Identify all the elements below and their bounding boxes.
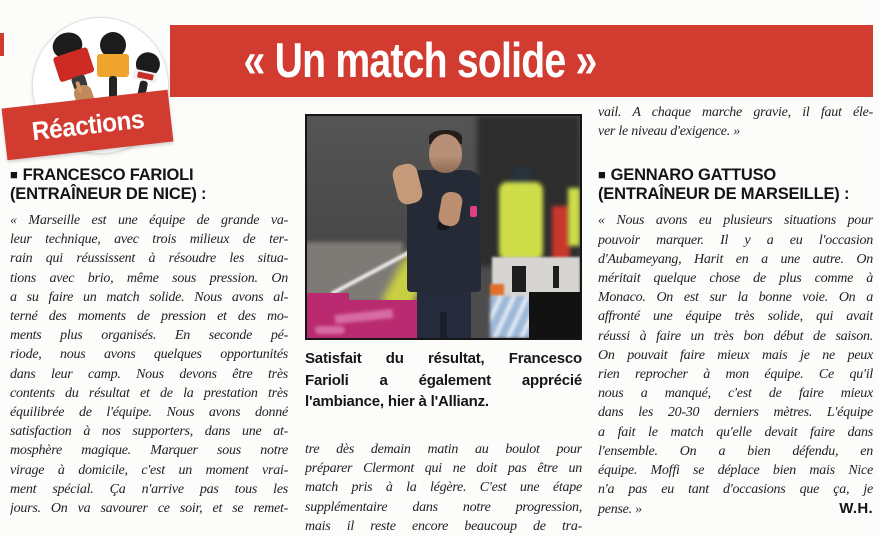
text-line: d'Aubameyang, Harit en a une autre. On	[598, 251, 873, 267]
text-line: leur technique, avec trois milieux de ter-	[10, 232, 288, 248]
photo-orange-patch	[490, 284, 504, 296]
farioli-name: FRANCESCO FARIOLI	[22, 166, 194, 184]
text-line: a fait le match qu'elle devait faire dans	[598, 424, 873, 440]
farioli-quote	[10, 211, 288, 518]
text-line: nous a manqué, c'est de faire mieux	[598, 386, 873, 402]
farioli-role: (ENTRAÎNEUR DE NICE) :	[10, 185, 207, 203]
text-line: mosphère magique. Marquer sous notre	[10, 443, 288, 459]
square-bullet-icon: ■	[10, 167, 18, 182]
photo-steward-vest	[499, 182, 543, 260]
text-line: Satisfait du résultat, Francesco	[305, 350, 582, 367]
square-bullet-icon: ■	[598, 167, 606, 183]
text-line: tions avec brio, même sous pression. On	[10, 270, 288, 286]
text-line: dans les 20-30 derniers mètres. L'équipe	[598, 405, 873, 421]
gattuso-role: (ENTRAÎNEUR DE MARSEILLE) :	[598, 185, 850, 204]
farioli-heading-line1	[10, 166, 288, 185]
headline-banner	[170, 25, 873, 97]
text-line: ver le niveau d'exigence. »	[598, 124, 740, 140]
text-line: équipe. Moffi se déplace bien mais Nice	[598, 463, 873, 479]
photo-panel-mark	[553, 266, 559, 288]
text-line: équilibrée de l'équipe. Nous avons donné	[10, 405, 288, 421]
photo-panel-mark	[512, 266, 526, 292]
photo-coach-head	[429, 134, 462, 173]
article-last-line	[598, 499, 873, 519]
text-line: « Marseille est une équipe de grande va-	[10, 213, 288, 228]
text-line: l'ensemble. On a bien défendu, en	[598, 443, 873, 459]
photo-pink-board-mark	[315, 326, 345, 334]
text-line: ments plus organisés. En seconde pé-	[10, 328, 288, 344]
text-line: On pouvait faire mieux mais je ne peux	[598, 347, 873, 363]
photo-coach-legs-gap	[440, 312, 447, 338]
gattuso-quote	[598, 211, 873, 499]
text-line: riode, nous avons quelques opportunités	[10, 347, 288, 363]
farioli-quote-end	[598, 103, 873, 141]
reactions-label: Réactions	[29, 103, 146, 146]
text-line: terné des moments de pression et des mo-	[10, 309, 288, 325]
gattuso-name: GENNARO GATTUSO	[610, 166, 777, 185]
text-line: tre dès demain matin au boulot pour	[305, 442, 582, 457]
text-line: affronté une équipe très solide, qui avait	[598, 309, 873, 325]
text-line: satisfaction à nos supporters, dans une at-	[10, 424, 288, 440]
author-initials: W.H.	[839, 500, 873, 518]
gattuso-quote-end: pense. »	[598, 502, 642, 518]
text-line: pouvoir marquer. Il y a eu l'occasion	[598, 232, 873, 248]
text-line: rain qui réussissent à résoudre les situa-	[10, 251, 288, 267]
column-farioli	[10, 166, 288, 518]
text-line: Monaco. On est sur la bonne voie. On a	[598, 290, 873, 306]
text-line: « Nous avons eu plusieurs situations pour	[598, 213, 873, 229]
text-line: n'a pas eu tant d'occasions que ça, je	[598, 482, 873, 498]
photo-pink-ribbon	[470, 206, 477, 217]
text-line: dans leur camp. Nous devons être très	[10, 366, 288, 382]
text-line: jours. On va savourer ce soir, et se remet-	[10, 501, 288, 517]
text-line: supplémentaire dans notre progression,	[305, 499, 582, 515]
text-line: ment spécial. Ça n'arrive pas tous les	[10, 481, 288, 497]
headline-title: « Un match solide »	[243, 34, 597, 88]
text-line: Farioli a également apprécié	[305, 371, 582, 389]
farioli-photo	[305, 114, 582, 340]
text-line: mais il reste encore beaucoup de tra-	[305, 518, 582, 534]
text-line: match pris à la légère. C'est une étape	[305, 480, 582, 496]
text-line: méritait quelque chose de plus comme à	[598, 271, 873, 287]
page-edge-red-sliver	[0, 33, 4, 56]
text-line: contents du résultat et de la prestation très	[10, 385, 288, 401]
photo-steward-2	[568, 188, 580, 246]
text-line: virage à domicile, c'est un moment vrai-	[10, 462, 288, 478]
text-line: a su faire un match solide. Nous avons al-	[10, 289, 288, 305]
farioli-quote-continued	[305, 440, 582, 536]
column-gattuso	[598, 103, 873, 520]
gattuso-heading	[598, 166, 873, 204]
text-line: vail. A chaque marche gravie, il faut éle-	[598, 105, 873, 120]
photo-dark-corner	[529, 292, 580, 338]
photo-caption	[305, 348, 582, 413]
text-line: préparer Clermont qui ne doit pas être un	[305, 461, 582, 477]
text-line: réussi à faire un très bon début de saison.	[598, 328, 873, 344]
farioli-heading	[10, 166, 288, 204]
gattuso-heading-line1	[598, 166, 873, 185]
text-line: rien reprocher à mon équipe. Ce qu'il	[598, 367, 873, 383]
text-line: l'ambiance, hier à l'Allianz.	[305, 393, 489, 410]
